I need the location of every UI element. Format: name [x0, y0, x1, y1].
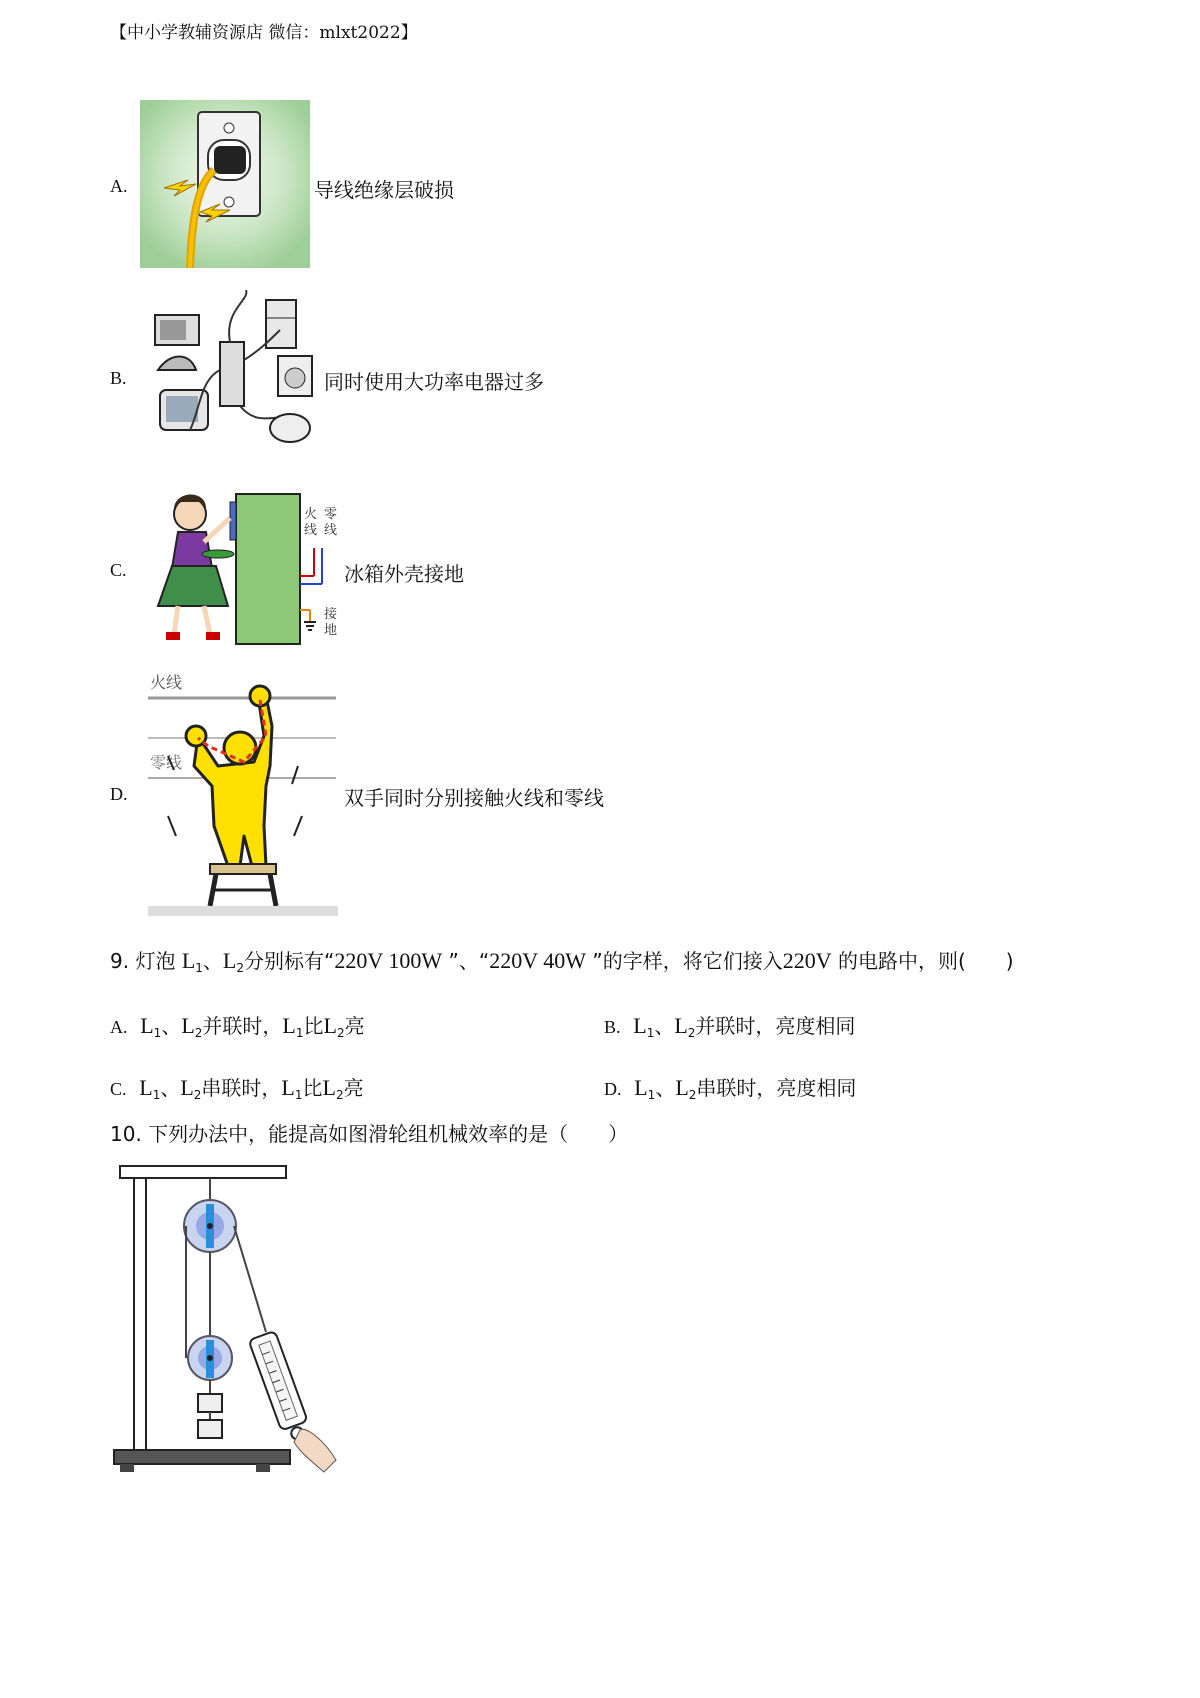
fig-ground-char-1: 接	[324, 607, 338, 622]
q9-option-b: B. $L_1$、$L_2$并联时，亮度相同	[604, 1013, 856, 1040]
overloaded-outlet-figure	[150, 290, 330, 454]
option-b-text: 同时使用大功率电器过多	[324, 370, 544, 394]
option-d-letter: D.	[110, 784, 128, 804]
q9-number: 9.	[110, 949, 130, 973]
q9-option-d: D. $L_1$、$L_2$串联时，亮度相同	[604, 1075, 857, 1102]
pulley-system-figure	[110, 1160, 350, 1496]
fig-live-char-2: 线	[304, 523, 318, 538]
option-c-text: 冰箱外壳接地	[344, 562, 464, 586]
question-9-stem: 9. 灯泡 $L_1$、$L_2$分别标有“220V 100W ”、“220V 40W ”的字样，将它们接入220V 的电路中，则( )	[110, 948, 1014, 975]
question-10-stem: 10. 下列办法中，能提高如图滑轮组机械效率的是（ ）	[110, 1122, 629, 1146]
double-contact-figure	[148, 666, 338, 920]
q9-option-a: A. $L_1$、$L_2$并联时，$L_1$比$L_2$亮	[110, 1013, 365, 1040]
fridge-grounding-figure	[148, 488, 348, 652]
fig-neutral-wire-label: 零线	[150, 753, 183, 772]
fig-neutral-char-2: 线	[324, 523, 338, 538]
page-header: 【中小学教辅资源店 微信：mlxt2022】	[110, 23, 418, 43]
option-a-letter: A.	[110, 176, 128, 196]
option-c-letter: C.	[110, 560, 127, 580]
fig-live-char-1: 火	[304, 507, 318, 522]
socket-figure	[140, 100, 310, 272]
fig-live-wire-label: 火线	[150, 673, 183, 692]
option-b-letter: B.	[110, 368, 127, 388]
q9-option-c: C. $L_1$、$L_2$串联时，$L_1$比$L_2$亮	[110, 1075, 364, 1102]
option-a-text: 导线绝缘层破损	[314, 178, 454, 202]
fig-ground-char-2: 地	[324, 623, 338, 638]
option-d-text: 双手同时分别接触火线和零线	[344, 786, 604, 810]
fig-neutral-char-1: 零	[324, 507, 338, 522]
